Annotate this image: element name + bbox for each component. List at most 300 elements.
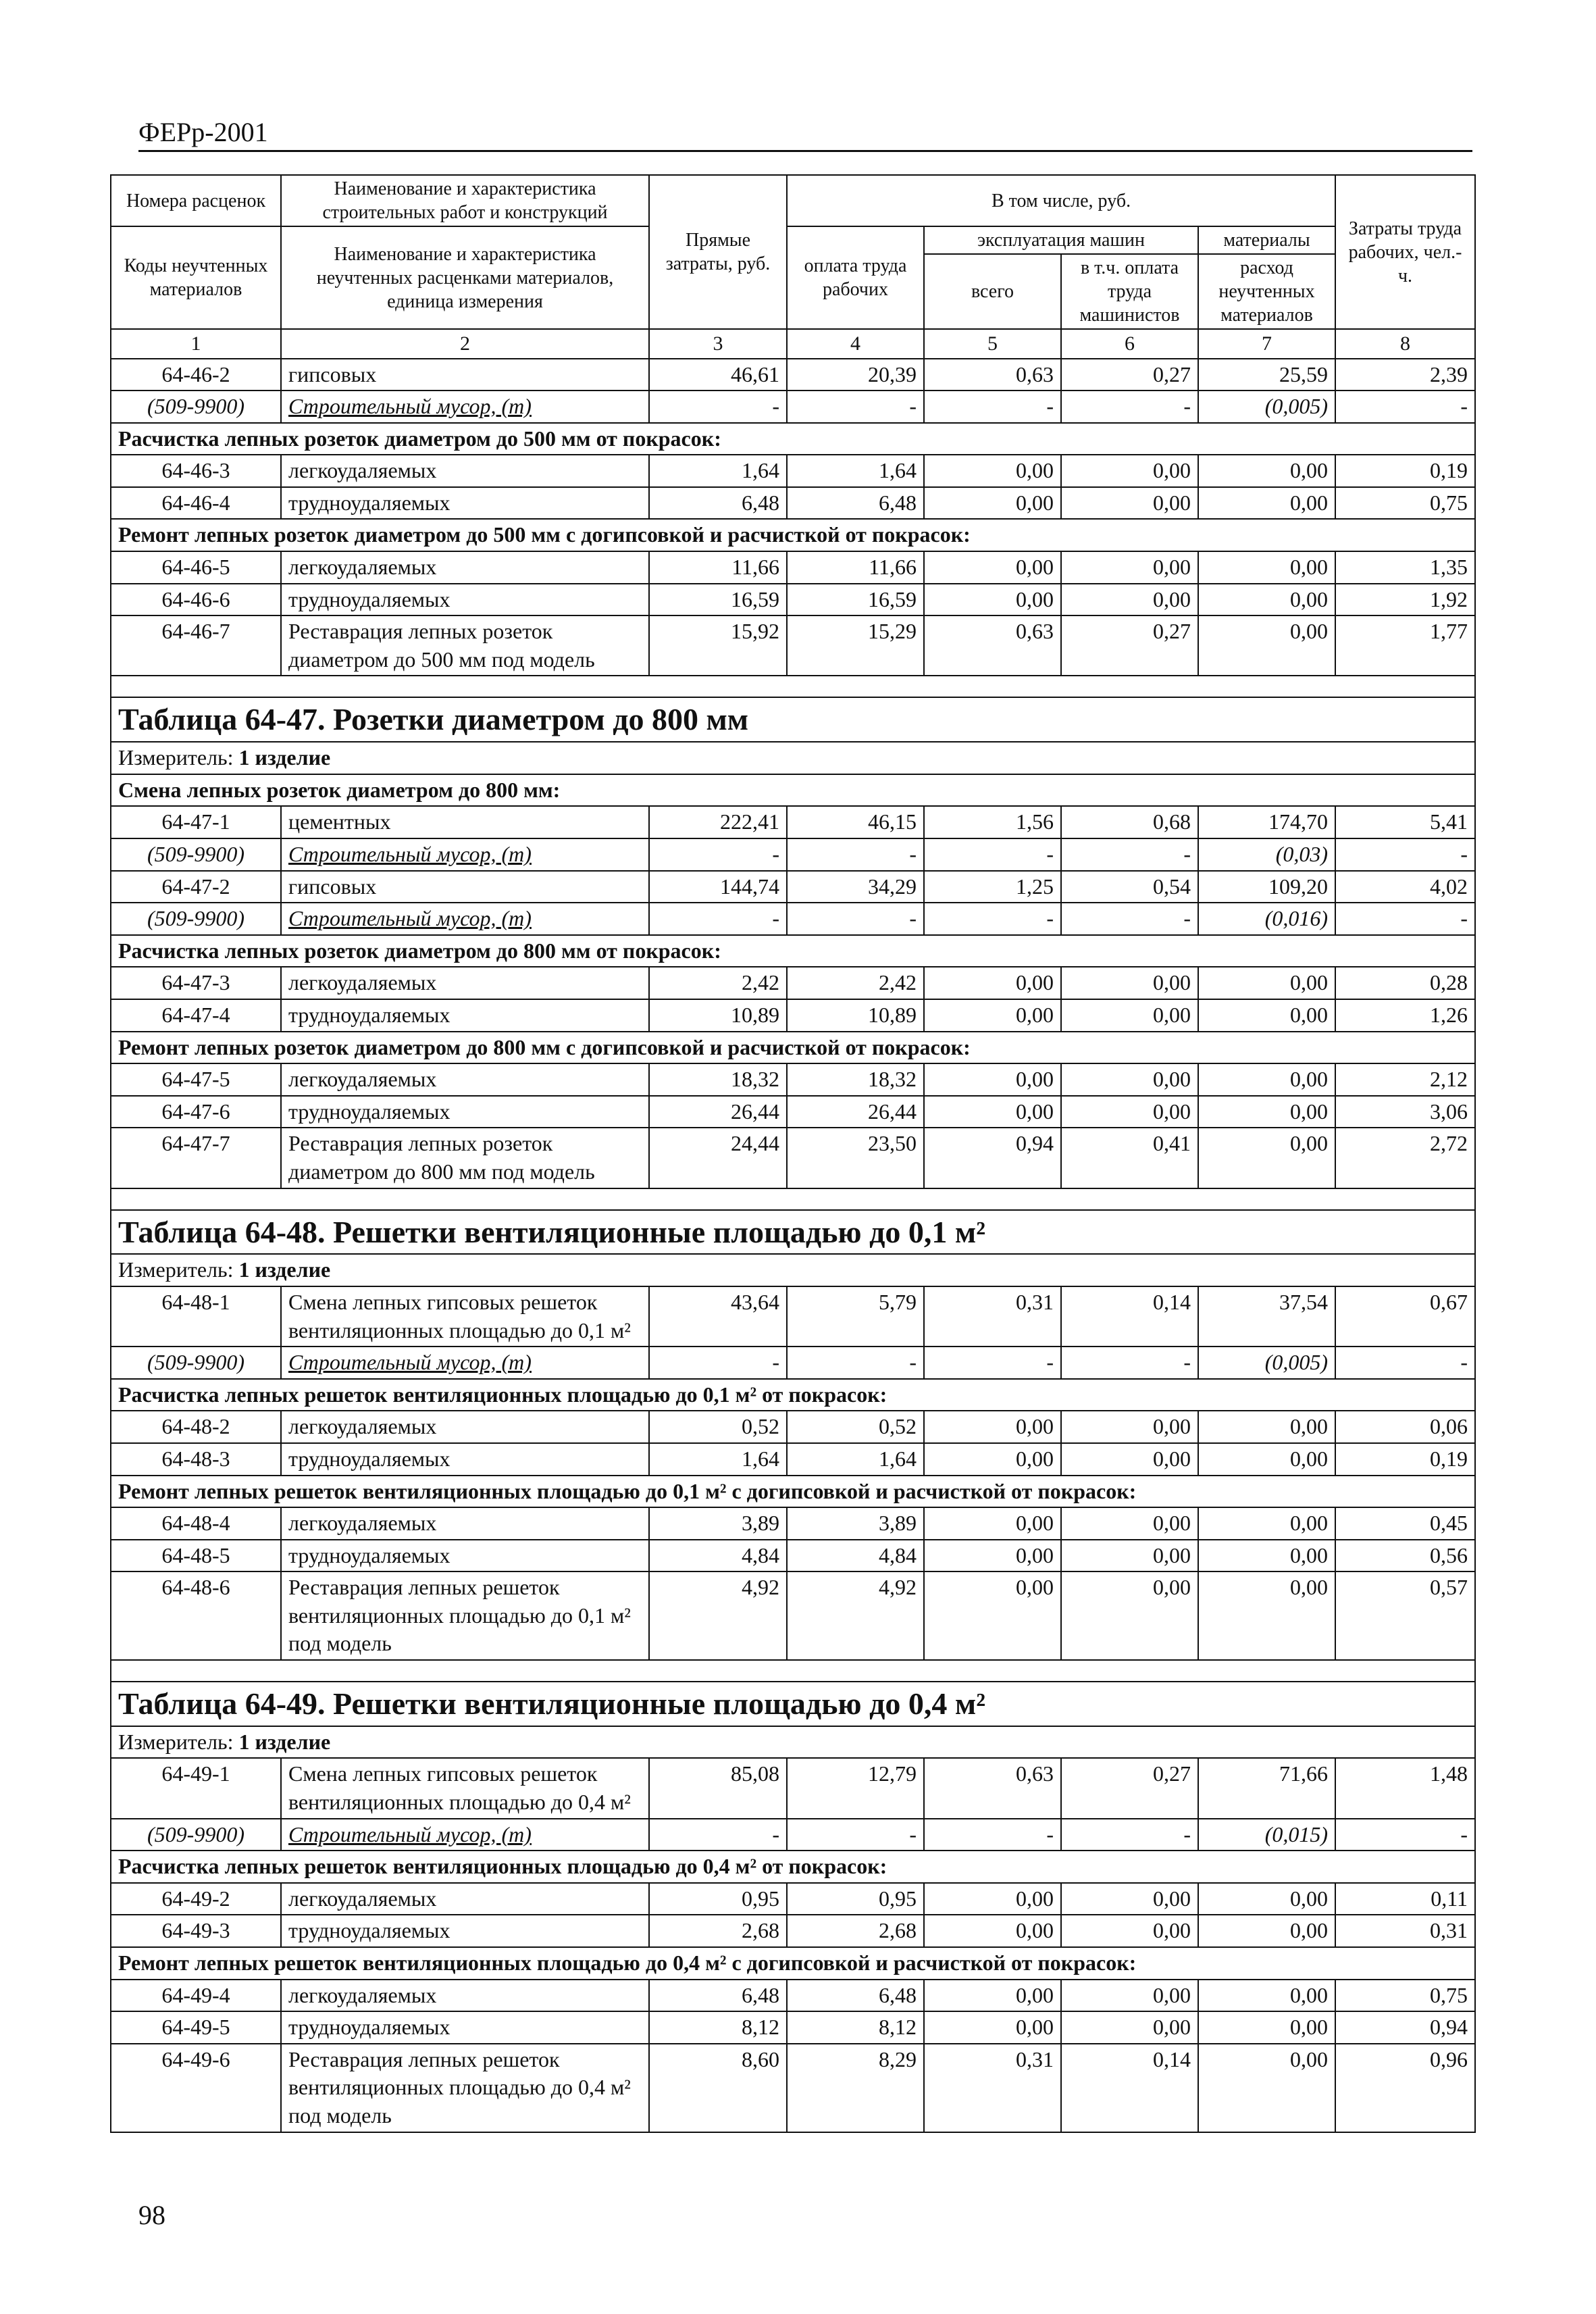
value-c4: 8,29 xyxy=(787,2044,924,2132)
table-title-row xyxy=(111,697,1475,742)
work-name: легкоудаляемых xyxy=(281,551,649,584)
rate-code: 64-49-1 xyxy=(111,1758,281,1818)
section-heading-row xyxy=(111,774,1475,807)
value-c8: 0,96 xyxy=(1335,2044,1475,2132)
value-c6: - xyxy=(1061,1347,1198,1379)
value-c5: - xyxy=(924,903,1061,935)
value-c8: 1,77 xyxy=(1335,615,1475,676)
value-c8: 0,57 xyxy=(1335,1571,1475,1660)
value-c7: 0,00 xyxy=(1198,487,1335,520)
value-c4: 6,48 xyxy=(787,487,924,520)
work-name: Смена лепных гипсовых решеток вентиляционных площадью до 0,4 м² xyxy=(281,1758,649,1818)
rate-row xyxy=(111,359,1475,391)
value-c3: 85,08 xyxy=(649,1758,787,1818)
rate-code: 64-46-7 xyxy=(111,615,281,676)
value-c3: 24,44 xyxy=(649,1128,787,1188)
rate-row xyxy=(111,1063,1475,1096)
rate-code: 64-49-4 xyxy=(111,1980,281,2012)
work-name: легкоудаляемых xyxy=(281,1507,649,1540)
rate-row xyxy=(111,1980,1475,2012)
value-c8: 0,11 xyxy=(1335,1883,1475,1915)
value-c6: 0,00 xyxy=(1061,1096,1198,1128)
measure-label: Измеритель: xyxy=(118,1729,234,1754)
header-materials: материалы xyxy=(1198,226,1335,254)
value-c6: 0,00 xyxy=(1061,1883,1198,1915)
rate-code: 64-46-4 xyxy=(111,487,281,520)
work-name: легкоудаляемых xyxy=(281,1411,649,1443)
work-name: легкоудаляемых xyxy=(281,455,649,487)
table-title: Таблица 64-49. Решетки вентиляционные площадью до 0,4 м² xyxy=(111,1682,1475,1726)
value-c5: 0,63 xyxy=(924,359,1061,391)
value-c6: 0,41 xyxy=(1061,1128,1198,1188)
value-c3: 6,48 xyxy=(649,1980,787,2012)
rate-row xyxy=(111,615,1475,676)
rate-row xyxy=(111,1411,1475,1443)
section-heading-row xyxy=(111,1851,1475,1883)
work-name: гипсовых xyxy=(281,871,649,903)
value-c7: 0,00 xyxy=(1198,1883,1335,1915)
value-c8: 0,19 xyxy=(1335,455,1475,487)
value-c4: - xyxy=(787,1819,924,1851)
rate-row xyxy=(111,1883,1475,1915)
value-c5: 0,00 xyxy=(924,1096,1061,1128)
value-c3: 1,64 xyxy=(649,455,787,487)
value-c3: 43,64 xyxy=(649,1286,787,1347)
value-c7: 0,00 xyxy=(1198,455,1335,487)
section-heading: Смена лепных розеток диаметром до 800 мм: xyxy=(111,774,1475,807)
value-c8: - xyxy=(1335,1347,1475,1379)
value-c8: 1,26 xyxy=(1335,999,1475,1032)
value-c8: 0,67 xyxy=(1335,1286,1475,1347)
column-number: 4 xyxy=(787,329,924,359)
value-c4: 46,15 xyxy=(787,806,924,838)
value-c8: 0,45 xyxy=(1335,1507,1475,1540)
column-number: 3 xyxy=(649,329,787,359)
value-c4: 11,66 xyxy=(787,551,924,584)
value-c3: 46,61 xyxy=(649,359,787,391)
section-heading: Расчистка лепных решеток вентиляционных площадью до 0,4 м² от покрасок: xyxy=(111,1851,1475,1883)
value-c8: - xyxy=(1335,838,1475,871)
rate-row xyxy=(111,1286,1475,1347)
section-heading: Ремонт лепных розеток диаметром до 500 мм с догипсовкой и расчисткой от покрасок: xyxy=(111,519,1475,551)
header-material-consumption: расход неучтенных материалов xyxy=(1198,254,1335,329)
section-heading: Расчистка лепных розеток диаметром до 800 мм от покрасок: xyxy=(111,935,1475,967)
value-c7: 0,00 xyxy=(1198,584,1335,616)
value-c5: 0,00 xyxy=(924,1507,1061,1540)
table-header xyxy=(111,175,1475,359)
value-c8: - xyxy=(1335,391,1475,423)
value-c7: 0,00 xyxy=(1198,1571,1335,1660)
rate-code: 64-47-5 xyxy=(111,1063,281,1096)
table-body xyxy=(111,359,1475,2132)
measure xyxy=(111,1726,1475,1759)
value-c3: 6,48 xyxy=(649,487,787,520)
measure-row xyxy=(111,1254,1475,1286)
value-c6: 0,14 xyxy=(1061,1286,1198,1347)
value-c8: 5,41 xyxy=(1335,806,1475,838)
rate-row xyxy=(111,2044,1475,2132)
material-row xyxy=(111,838,1475,871)
page-header: ФЕРр-2001 xyxy=(138,117,268,147)
rate-code: 64-48-3 xyxy=(111,1443,281,1476)
value-c3: 1,64 xyxy=(649,1443,787,1476)
rate-code: 64-46-3 xyxy=(111,455,281,487)
section-heading: Ремонт лепных решеток вентиляционных площадью до 0,1 м² с догипсовкой и расчисткой от покрасок: xyxy=(111,1476,1475,1508)
value-c8: 2,39 xyxy=(1335,359,1475,391)
value-c4: 0,95 xyxy=(787,1883,924,1915)
value-c5: 0,63 xyxy=(924,1758,1061,1818)
rate-code: (509-9900) xyxy=(111,391,281,423)
rate-code: 64-47-4 xyxy=(111,999,281,1032)
value-c4: 4,92 xyxy=(787,1571,924,1660)
rate-row xyxy=(111,871,1475,903)
header-direct-costs: Прямые затраты, руб. xyxy=(649,175,787,329)
value-c5: 0,94 xyxy=(924,1128,1061,1188)
rate-code: (509-9900) xyxy=(111,903,281,935)
value-c6: 0,00 xyxy=(1061,487,1198,520)
value-c4: 10,89 xyxy=(787,999,924,1032)
value-c7: 0,00 xyxy=(1198,1443,1335,1476)
measure-value: 1 изделие xyxy=(238,1257,331,1282)
value-c6: 0,00 xyxy=(1061,584,1198,616)
value-c4: - xyxy=(787,391,924,423)
measure xyxy=(111,1254,1475,1286)
value-c4: 0,52 xyxy=(787,1411,924,1443)
spacer-row xyxy=(111,676,1475,697)
work-name: трудноудаляемых xyxy=(281,1096,649,1128)
work-name: Строительный мусор, (т) xyxy=(281,838,649,871)
value-c5: 0,00 xyxy=(924,1980,1061,2012)
value-c5: - xyxy=(924,391,1061,423)
rate-code: 64-46-5 xyxy=(111,551,281,584)
value-c3: 11,66 xyxy=(649,551,787,584)
value-c5: 0,31 xyxy=(924,2044,1061,2132)
value-c7: 25,59 xyxy=(1198,359,1335,391)
spacer-row xyxy=(111,1660,1475,1682)
work-name: трудноудаляемых xyxy=(281,2011,649,2044)
value-c6: 0,00 xyxy=(1061,551,1198,584)
rate-row xyxy=(111,1571,1475,1660)
value-c4: 5,79 xyxy=(787,1286,924,1347)
value-c3: 8,12 xyxy=(649,2011,787,2044)
value-c8: 0,31 xyxy=(1335,1915,1475,1947)
value-c6: - xyxy=(1061,838,1198,871)
value-c4: 18,32 xyxy=(787,1063,924,1096)
value-c7: 0,00 xyxy=(1198,2011,1335,2044)
work-name: Реставрация лепных розеток диаметром до 800 мм под модель xyxy=(281,1128,649,1188)
rate-row xyxy=(111,806,1475,838)
value-c7: (0,005) xyxy=(1198,391,1335,423)
value-c5: 0,00 xyxy=(924,1571,1061,1660)
rate-code: 64-47-6 xyxy=(111,1096,281,1128)
value-c7: 0,00 xyxy=(1198,1063,1335,1096)
rate-row xyxy=(111,1507,1475,1540)
rate-row xyxy=(111,1096,1475,1128)
value-c3: - xyxy=(649,1347,787,1379)
header-machines-total: всего xyxy=(924,254,1061,329)
column-number: 8 xyxy=(1335,329,1475,359)
value-c6: 0,00 xyxy=(1061,999,1198,1032)
value-c3: - xyxy=(649,838,787,871)
work-name: трудноудаляемых xyxy=(281,487,649,520)
rate-row xyxy=(111,1915,1475,1947)
work-name: Строительный мусор, (т) xyxy=(281,391,649,423)
section-heading-row xyxy=(111,1476,1475,1508)
value-c8: - xyxy=(1335,1819,1475,1851)
value-c3: 15,92 xyxy=(649,615,787,676)
value-c8: 0,06 xyxy=(1335,1411,1475,1443)
work-name: Строительный мусор, (т) xyxy=(281,1347,649,1379)
rate-row xyxy=(111,1443,1475,1476)
value-c6: 0,00 xyxy=(1061,1540,1198,1572)
work-name: трудноудаляемых xyxy=(281,1443,649,1476)
work-name: легкоудаляемых xyxy=(281,1883,649,1915)
value-c3: 0,95 xyxy=(649,1883,787,1915)
value-c7: (0,03) xyxy=(1198,838,1335,871)
value-c3: 3,89 xyxy=(649,1507,787,1540)
value-c4: 1,64 xyxy=(787,455,924,487)
value-c6: 0,00 xyxy=(1061,1443,1198,1476)
value-c5: - xyxy=(924,838,1061,871)
rate-row xyxy=(111,1540,1475,1572)
value-c7: 0,00 xyxy=(1198,1507,1335,1540)
section-heading: Расчистка лепных решеток вентиляционных площадью до 0,1 м² от покрасок: xyxy=(111,1379,1475,1411)
spacer xyxy=(111,1660,1475,1682)
value-c4: 1,64 xyxy=(787,1443,924,1476)
value-c6: - xyxy=(1061,391,1198,423)
value-c7: 71,66 xyxy=(1198,1758,1335,1818)
value-c5: 1,56 xyxy=(924,806,1061,838)
header-labor-costs: Затраты труда рабочих, чел.-ч. xyxy=(1335,175,1475,329)
rate-code: 64-48-5 xyxy=(111,1540,281,1572)
work-name: легкоудаляемых xyxy=(281,1980,649,2012)
rate-row xyxy=(111,584,1475,616)
material-row xyxy=(111,1347,1475,1379)
value-c6: 0,54 xyxy=(1061,871,1198,903)
rate-row xyxy=(111,967,1475,999)
value-c6: 0,00 xyxy=(1061,1915,1198,1947)
rate-code: (509-9900) xyxy=(111,838,281,871)
section-heading-row xyxy=(111,423,1475,455)
value-c6: 0,27 xyxy=(1061,1758,1198,1818)
value-c4: - xyxy=(787,1347,924,1379)
rate-row xyxy=(111,487,1475,520)
value-c3: 2,42 xyxy=(649,967,787,999)
work-name: трудноудаляемых xyxy=(281,999,649,1032)
spacer xyxy=(111,676,1475,697)
value-c7: 0,00 xyxy=(1198,2044,1335,2132)
table-title: Таблица 64-48. Решетки вентиляционные площадью до 0,1 м² xyxy=(111,1210,1475,1255)
work-name: гипсовых xyxy=(281,359,649,391)
work-name: Строительный мусор, (т) xyxy=(281,903,649,935)
value-c3: - xyxy=(649,1819,787,1851)
value-c3: 10,89 xyxy=(649,999,787,1032)
value-c6: 0,14 xyxy=(1061,2044,1198,2132)
value-c5: 0,00 xyxy=(924,1915,1061,1947)
column-number: 7 xyxy=(1198,329,1335,359)
value-c8: 4,02 xyxy=(1335,871,1475,903)
value-c7: (0,016) xyxy=(1198,903,1335,935)
value-c8: - xyxy=(1335,903,1475,935)
rate-code: 64-48-6 xyxy=(111,1571,281,1660)
value-c5: 0,31 xyxy=(924,1286,1061,1347)
value-c6: 0,00 xyxy=(1061,1411,1198,1443)
value-c7: 0,00 xyxy=(1198,1980,1335,2012)
value-c4: 23,50 xyxy=(787,1128,924,1188)
rate-code: (509-9900) xyxy=(111,1819,281,1851)
value-c6: 0,27 xyxy=(1061,615,1198,676)
value-c7: 174,70 xyxy=(1198,806,1335,838)
material-row xyxy=(111,903,1475,935)
rate-code: 64-47-7 xyxy=(111,1128,281,1188)
value-c5: 1,25 xyxy=(924,871,1061,903)
rate-row xyxy=(111,1758,1475,1818)
measure xyxy=(111,742,1475,774)
rate-row xyxy=(111,551,1475,584)
value-c8: 1,48 xyxy=(1335,1758,1475,1818)
header-rate-numbers: Номера расценок xyxy=(111,175,281,226)
section-heading-row xyxy=(111,1032,1475,1064)
value-c4: 26,44 xyxy=(787,1096,924,1128)
page-number: 98 xyxy=(138,2200,165,2230)
work-name: Реставрация лепных решеток вентиляционных площадью до 0,1 м² под модель xyxy=(281,1571,649,1660)
column-number: 5 xyxy=(924,329,1061,359)
value-c3: 144,74 xyxy=(649,871,787,903)
value-c4: 15,29 xyxy=(787,615,924,676)
rate-code: 64-47-1 xyxy=(111,806,281,838)
value-c6: 0,00 xyxy=(1061,1063,1198,1096)
value-c6: 0,00 xyxy=(1061,967,1198,999)
header-workers-pay: оплата труда рабочих xyxy=(787,226,924,329)
value-c7: 0,00 xyxy=(1198,1915,1335,1947)
value-c5: 0,00 xyxy=(924,584,1061,616)
value-c8: 0,56 xyxy=(1335,1540,1475,1572)
rate-code: 64-47-3 xyxy=(111,967,281,999)
measure-row xyxy=(111,1726,1475,1759)
header-rule xyxy=(138,150,1472,152)
work-name: Реставрация лепных решеток вентиляционных площадью до 0,4 м² под модель xyxy=(281,2044,649,2132)
value-c8: 0,94 xyxy=(1335,2011,1475,2044)
value-c4: - xyxy=(787,838,924,871)
rate-row xyxy=(111,1128,1475,1188)
measure-label: Измеритель: xyxy=(118,1257,234,1282)
value-c6: 0,00 xyxy=(1061,1507,1198,1540)
value-c6: 0,68 xyxy=(1061,806,1198,838)
value-c8: 0,75 xyxy=(1335,1980,1475,2012)
value-c3: 4,84 xyxy=(649,1540,787,1572)
column-numbers-row xyxy=(111,329,1475,359)
price-table xyxy=(110,174,1476,2133)
value-c4: - xyxy=(787,903,924,935)
value-c4: 2,42 xyxy=(787,967,924,999)
section-heading-row xyxy=(111,1379,1475,1411)
value-c7: 0,00 xyxy=(1198,615,1335,676)
header-including: В том числе, руб. xyxy=(787,175,1335,226)
value-c5: 0,00 xyxy=(924,2011,1061,2044)
measure-label: Измеритель: xyxy=(118,745,234,770)
value-c6: 0,00 xyxy=(1061,455,1198,487)
value-c4: 6,48 xyxy=(787,1980,924,2012)
value-c7: 37,54 xyxy=(1198,1286,1335,1347)
value-c3: 26,44 xyxy=(649,1096,787,1128)
value-c6: 0,27 xyxy=(1061,359,1198,391)
table-title: Таблица 64-47. Розетки диаметром до 800 мм xyxy=(111,697,1475,742)
value-c4: 34,29 xyxy=(787,871,924,903)
value-c6: 0,00 xyxy=(1061,1980,1198,2012)
work-name: трудноудаляемых xyxy=(281,1915,649,1947)
rate-code: 64-48-4 xyxy=(111,1507,281,1540)
value-c4: 20,39 xyxy=(787,359,924,391)
value-c3: 16,59 xyxy=(649,584,787,616)
header-machinists-pay: в т.ч. оплата труда машинистов xyxy=(1061,254,1198,329)
value-c4: 16,59 xyxy=(787,584,924,616)
value-c4: 12,79 xyxy=(787,1758,924,1818)
rate-code: 64-48-1 xyxy=(111,1286,281,1347)
value-c5: 0,00 xyxy=(924,1411,1061,1443)
spacer xyxy=(111,1188,1475,1210)
section-heading: Расчистка лепных розеток диаметром до 500 мм от покрасок: xyxy=(111,423,1475,455)
value-c4: 3,89 xyxy=(787,1507,924,1540)
value-c5: 0,00 xyxy=(924,1063,1061,1096)
rate-code: 64-48-2 xyxy=(111,1411,281,1443)
section-heading-row xyxy=(111,519,1475,551)
value-c7: (0,005) xyxy=(1198,1347,1335,1379)
work-name: Реставрация лепных розеток диаметром до 500 мм под модель xyxy=(281,615,649,676)
value-c8: 1,35 xyxy=(1335,551,1475,584)
rate-code: 64-49-3 xyxy=(111,1915,281,1947)
table-title-row xyxy=(111,1210,1475,1255)
section-heading: Ремонт лепных розеток диаметром до 800 мм с догипсовкой и расчисткой от покрасок: xyxy=(111,1032,1475,1064)
value-c7: 0,00 xyxy=(1198,551,1335,584)
material-row xyxy=(111,391,1475,423)
value-c5: 0,00 xyxy=(924,455,1061,487)
value-c3: - xyxy=(649,391,787,423)
work-name: легкоудаляемых xyxy=(281,967,649,999)
rate-code: 64-47-2 xyxy=(111,871,281,903)
measure-value: 1 изделие xyxy=(238,745,331,770)
column-number: 1 xyxy=(111,329,281,359)
value-c7: 0,00 xyxy=(1198,1128,1335,1188)
work-name: Строительный мусор, (т) xyxy=(281,1819,649,1851)
rate-row xyxy=(111,455,1475,487)
header-work-name: Наименование и характеристика строительных работ и конструкций xyxy=(281,175,649,226)
value-c6: 0,00 xyxy=(1061,1571,1198,1660)
value-c5: - xyxy=(924,1347,1061,1379)
spacer-row xyxy=(111,1188,1475,1210)
value-c4: 2,68 xyxy=(787,1915,924,1947)
rate-code: 64-49-6 xyxy=(111,2044,281,2132)
value-c7: 0,00 xyxy=(1198,999,1335,1032)
header-material-codes: Коды неучтенных материалов xyxy=(111,226,281,329)
value-c6: 0,00 xyxy=(1061,2011,1198,2044)
value-c5: 0,00 xyxy=(924,1540,1061,1572)
work-name: трудноудаляемых xyxy=(281,1540,649,1572)
table-title-row xyxy=(111,1682,1475,1726)
value-c4: 8,12 xyxy=(787,2011,924,2044)
work-name: легкоудаляемых xyxy=(281,1063,649,1096)
value-c7: (0,015) xyxy=(1198,1819,1335,1851)
value-c6: - xyxy=(1061,903,1198,935)
value-c4: 4,84 xyxy=(787,1540,924,1572)
rate-row xyxy=(111,2011,1475,2044)
rate-code: 64-49-2 xyxy=(111,1883,281,1915)
value-c3: 18,32 xyxy=(649,1063,787,1096)
value-c5: 0,63 xyxy=(924,615,1061,676)
value-c7: 0,00 xyxy=(1198,1096,1335,1128)
section-heading-row xyxy=(111,1947,1475,1980)
value-c3: 8,60 xyxy=(649,2044,787,2132)
value-c8: 3,06 xyxy=(1335,1096,1475,1128)
